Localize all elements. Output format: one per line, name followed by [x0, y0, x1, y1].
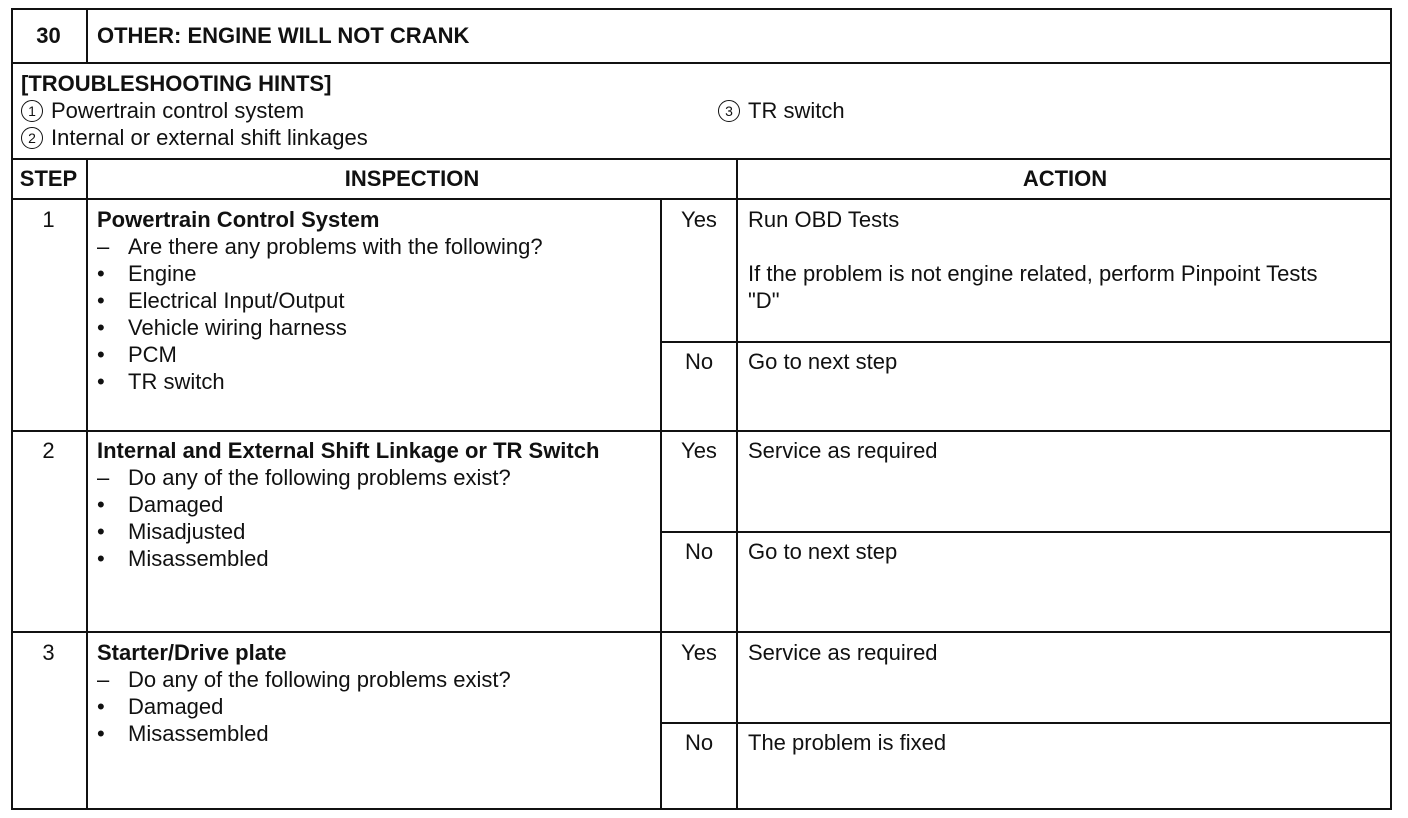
rule-title-number-divider	[86, 8, 88, 63]
rule-action-column	[736, 158, 738, 810]
step-number: 3	[42, 640, 55, 665]
no-action: The problem is fixed	[748, 730, 947, 755]
no-action: Go to next step	[748, 539, 898, 564]
yes-action: Run OBD Tests	[748, 207, 900, 232]
step-question: – Do any of the following problems exist?	[97, 465, 511, 490]
step-number: 1	[42, 207, 55, 232]
rule-hints-bottom	[11, 158, 1392, 160]
step-item: • Misassembled	[97, 721, 269, 746]
rule-step-column	[86, 158, 88, 810]
column-header-step: STEP	[19, 166, 78, 191]
hint-text: TR switch	[748, 98, 845, 123]
step-item: • TR switch	[97, 369, 225, 394]
rule-columns-bottom	[11, 198, 1392, 200]
hint-item	[21, 124, 368, 151]
no-label: No	[684, 539, 714, 564]
step-question: – Are there any problems with the following?	[97, 234, 543, 259]
rule-result-column	[660, 198, 662, 810]
rule-step2-yes-no	[660, 531, 1392, 533]
hint-text: Powertrain control system	[51, 98, 305, 123]
yes-action: Service as required	[748, 438, 938, 463]
rule-step1-yes-no	[660, 341, 1392, 343]
step-number: 2	[42, 438, 55, 463]
step-item: • PCM	[97, 342, 177, 367]
hint-text: Internal or external shift linkages	[51, 125, 368, 150]
step-item: • Engine	[97, 261, 197, 286]
rule-title-bottom	[11, 62, 1392, 64]
rule-step3-yes-no	[660, 722, 1392, 724]
no-action: Go to next step	[748, 349, 898, 374]
hint-marker: 1	[21, 100, 43, 122]
column-header-action: ACTION	[1022, 166, 1108, 191]
hint-item	[718, 97, 845, 124]
hints-heading: [TROUBLESHOOTING HINTS]	[21, 71, 332, 96]
yes-action: If the problem is not engine related, perform Pinpoint Tests	[748, 261, 1318, 286]
step-item: • Electrical Input/Output	[97, 288, 345, 313]
hint-marker: 3	[718, 100, 740, 122]
step-title: Starter/Drive plate	[97, 640, 287, 665]
step-title: Internal and External Shift Linkage or TR Switch	[97, 438, 600, 463]
step-title: Powertrain Control System	[97, 207, 380, 232]
column-header-inspection: INSPECTION	[344, 166, 480, 191]
yes-label: Yes	[681, 207, 717, 232]
procedure-title: OTHER: ENGINE WILL NOT CRANK	[97, 23, 470, 48]
rule-step1-bottom	[11, 430, 1392, 432]
step-question: – Do any of the following problems exist?	[97, 667, 511, 692]
no-label: No	[684, 349, 714, 374]
yes-label: Yes	[681, 438, 717, 463]
hint-marker: 2	[21, 127, 43, 149]
procedure-number: 30	[36, 23, 61, 48]
yes-label: Yes	[681, 640, 717, 665]
yes-action: "D"	[748, 288, 780, 313]
hint-item	[21, 97, 304, 124]
step-item: • Misadjusted	[97, 519, 246, 544]
step-item: • Damaged	[97, 492, 224, 517]
step-item: • Damaged	[97, 694, 224, 719]
step-item: • Vehicle wiring harness	[97, 315, 347, 340]
rule-step2-bottom	[11, 631, 1392, 633]
yes-action: Service as required	[748, 640, 938, 665]
step-item: • Misassembled	[97, 546, 269, 571]
no-label: No	[684, 730, 714, 755]
